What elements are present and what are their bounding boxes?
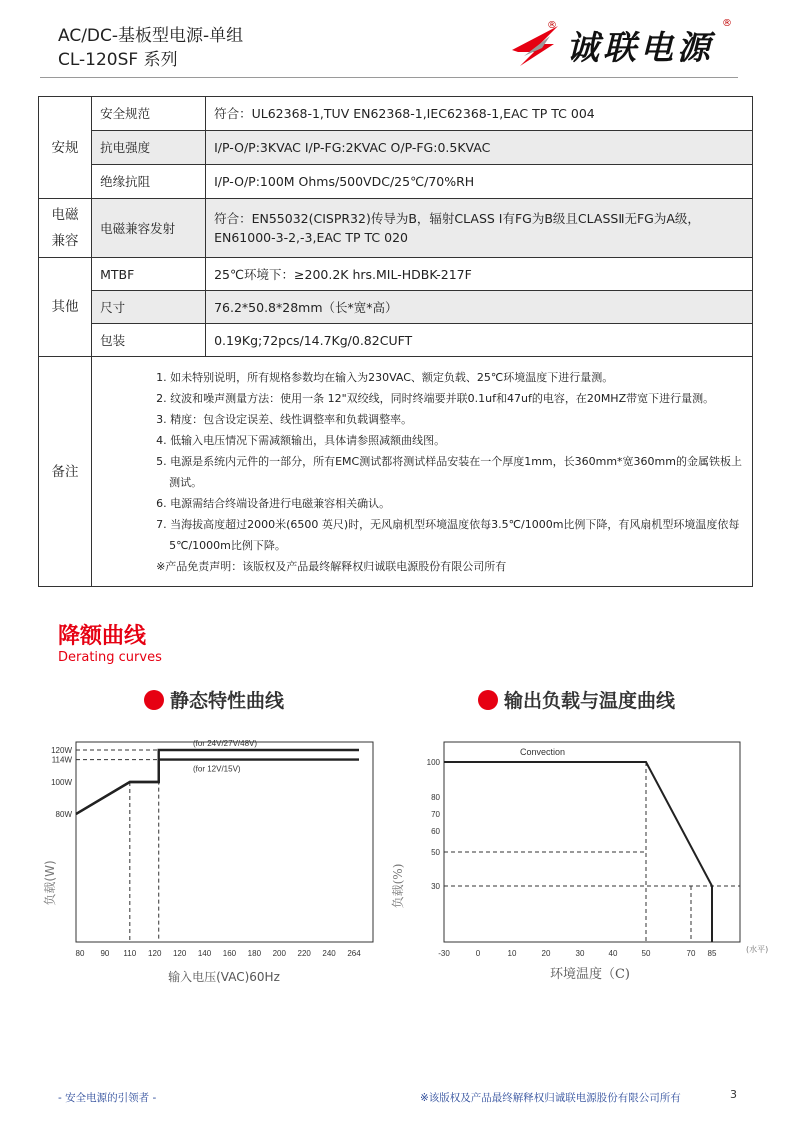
category-notes: 备注 — [39, 357, 92, 587]
x-tick-labels — [438, 949, 717, 958]
x-tick-label: 20 — [541, 949, 551, 958]
row-value: I/P-O/P:3KVAC I/P-FG:2KVAC O/P-FG:0.5KVAC — [206, 131, 753, 165]
registered-mark: ® — [722, 18, 732, 29]
category-safety: 安规 — [39, 97, 92, 199]
x-tick-label: 160 — [222, 949, 237, 958]
series-label: (for 24V/27V/48V) — [193, 739, 258, 748]
series-label: (for 12V/15V) — [193, 764, 241, 774]
temp-chart-heading — [478, 686, 675, 713]
derating-subtitle: Derating curves — [58, 650, 162, 665]
logo-arrow-icon — [510, 22, 570, 72]
y-tick-label: 100W — [51, 778, 72, 787]
table-row — [39, 291, 753, 324]
y-tick-label: 114W — [51, 755, 72, 765]
x-tick-label: 30 — [575, 949, 585, 958]
static-chart-title: 静态特性曲线 — [170, 690, 285, 712]
row-value: 76.2*50.8*28mm（长*宽*高） — [206, 291, 753, 324]
convection-annotation: Convection — [520, 747, 566, 757]
y-tick-label: 30 — [431, 882, 440, 891]
x-tick-label: 0 — [475, 949, 481, 958]
x-tick-labels — [76, 949, 362, 958]
table-row — [39, 357, 753, 587]
category-emc — [39, 199, 92, 258]
x-tick-label: 40 — [608, 949, 618, 958]
row-label: 包装 — [92, 324, 206, 357]
row-label: 电磁兼容发射 — [92, 199, 206, 258]
y-axis-label: 负载(W) — [43, 860, 57, 906]
row-label: 尺寸 — [92, 291, 206, 324]
static-derating-chart — [38, 738, 378, 988]
y-tick-label: 70 — [431, 810, 440, 819]
company-logo — [510, 14, 742, 74]
y-tick-label: 80W — [55, 810, 72, 819]
y-tick-labels — [51, 746, 72, 819]
x-tick-label: 120 — [172, 949, 187, 958]
table-row — [39, 97, 753, 131]
table-row — [39, 324, 753, 357]
x-tick-label: 10 — [507, 949, 517, 958]
y-tick-labels — [427, 758, 441, 891]
x-tick-label: 110 — [123, 949, 137, 958]
x-tick-label: 80 — [75, 949, 85, 958]
row-label: 抗电强度 — [92, 131, 206, 165]
y-tick-label: 50 — [431, 848, 440, 857]
document-title — [58, 24, 243, 72]
row-value: 25℃环境下：≥200.2K hrs.MIL-HDBK-217F — [206, 258, 753, 291]
x-tick-label: 200 — [272, 949, 286, 958]
title-line-2: CL-120SF 系列 — [58, 50, 178, 70]
y-tick-label: 80 — [431, 793, 440, 802]
y-tick-label: 100 — [426, 758, 440, 767]
x-tick-label: 220 — [297, 949, 311, 958]
x-tick-label: 70 — [686, 949, 696, 958]
x-axis-label: 输入电压(VAC)60Hz — [168, 970, 280, 984]
x-tick-label: 240 — [322, 949, 336, 958]
derating-title: 降额曲线 — [58, 624, 147, 649]
bullet-dot-icon — [478, 690, 498, 710]
footer-disclaimer: ※该版权及产品最终解释权归诚联电源股份有限公司所有 — [420, 1092, 681, 1104]
table-row — [39, 258, 753, 291]
row-label: MTBF — [92, 258, 206, 291]
note-line: 2. 纹波和噪声测量方法：使用一条 12"双绞线，同时终端要并联0.1uf和47uf的电容，在20MHZ带宽下进行量测。 — [156, 392, 715, 405]
y-tick-label: 120W — [51, 746, 72, 755]
spec-table — [38, 96, 753, 587]
x-unit-label: (水平) — [746, 945, 769, 954]
x-tick-label: 85 — [707, 949, 717, 958]
x-tick-label: 264 — [347, 949, 361, 958]
row-value: I/P-O/P:100M Ohms/500VDC/25℃/70%RH — [206, 165, 753, 199]
temp-chart-title: 输出负载与温度曲线 — [504, 690, 676, 712]
x-tick-label: -30 — [438, 949, 450, 958]
note-line: 4. 低输入电压情况下需减额输出，具体请参照减额曲线图。 — [156, 434, 446, 447]
guide-lines — [76, 750, 159, 942]
row-label: 绝缘抗阻 — [92, 165, 206, 199]
notes-cell — [92, 357, 753, 587]
value-line: EN61000-3-2,-3,EAC TP TC 020 — [214, 230, 408, 245]
header-divider — [40, 77, 738, 78]
y-axis-label: 负载(%) — [391, 863, 405, 909]
footer-slogan: - 安全电源的引领者 - — [58, 1092, 157, 1104]
table-row — [39, 199, 753, 258]
note-line: 6. 电源需结合终端设备进行电磁兼容相关确认。 — [156, 497, 391, 510]
title-line-1: AC/DC-基板型电源-单组 — [58, 26, 244, 46]
static-chart-heading — [144, 686, 284, 713]
plot-frame — [444, 742, 740, 942]
note-line: 5℃/1000m比例下降。 — [169, 539, 286, 552]
x-tick-label: 90 — [100, 949, 110, 958]
row-label: 安全规范 — [92, 97, 206, 131]
x-tick-label: 140 — [197, 949, 212, 958]
x-tick-label: 50 — [641, 949, 651, 958]
category-line: 电磁 — [51, 207, 79, 223]
x-tick-label: 120 — [148, 949, 162, 958]
value-line: 符合：EN55032(CISPR32)传导为B，辐射CLASS Ⅰ有FG为B级且CLASSⅡ无FG为A级， — [214, 211, 700, 226]
note-line: 3. 精度：包含设定误差、线性调整率和负载调整率。 — [156, 413, 413, 426]
registered-mark: ® — [547, 20, 557, 31]
note-line: 测试。 — [169, 476, 203, 489]
note-line: 1. 如未特别说明，所有规格参数均在输入为230VAC、额定负载、25℃环境温度下进行量测。 — [156, 371, 614, 384]
temperature-derating-chart — [391, 738, 770, 988]
x-axis-label: 环境温度（C) — [549, 967, 631, 982]
table-row — [39, 165, 753, 199]
note-line: 5. 电源是系统内元件的一部分，所有EMC测试都将测试样品安装在一个厚度1mm，长360mm*宽360mm的金属铁板上 — [156, 455, 742, 468]
category-other: 其他 — [39, 258, 92, 357]
bullet-dot-icon — [144, 690, 164, 710]
disclaimer-line: ※产品免责声明：该版权及产品最终解释权归诚联电源股份有限公司所有 — [156, 560, 507, 573]
row-value — [206, 199, 753, 258]
row-value: 0.19Kg;72pcs/14.7Kg/0.82CUFT — [206, 324, 753, 357]
page-number: 3 — [730, 1088, 737, 1101]
row-value: 符合：UL62368-1,TUV EN62368-1,IEC62368-1,EAC TP TC 004 — [206, 97, 753, 131]
guide-lines — [444, 762, 740, 942]
note-line: 7. 当海拔高度超过2000米(6500 英尺)时，无风扇机型环境温度依每3.5℃/1000m比例下降，有风扇机型环境温度依每 — [156, 518, 740, 531]
logo-text: 诚联电源 — [566, 28, 714, 67]
category-line: 兼容 — [51, 233, 79, 249]
table-row — [39, 131, 753, 165]
x-tick-label: 180 — [247, 949, 262, 958]
y-tick-label: 60 — [431, 827, 440, 836]
